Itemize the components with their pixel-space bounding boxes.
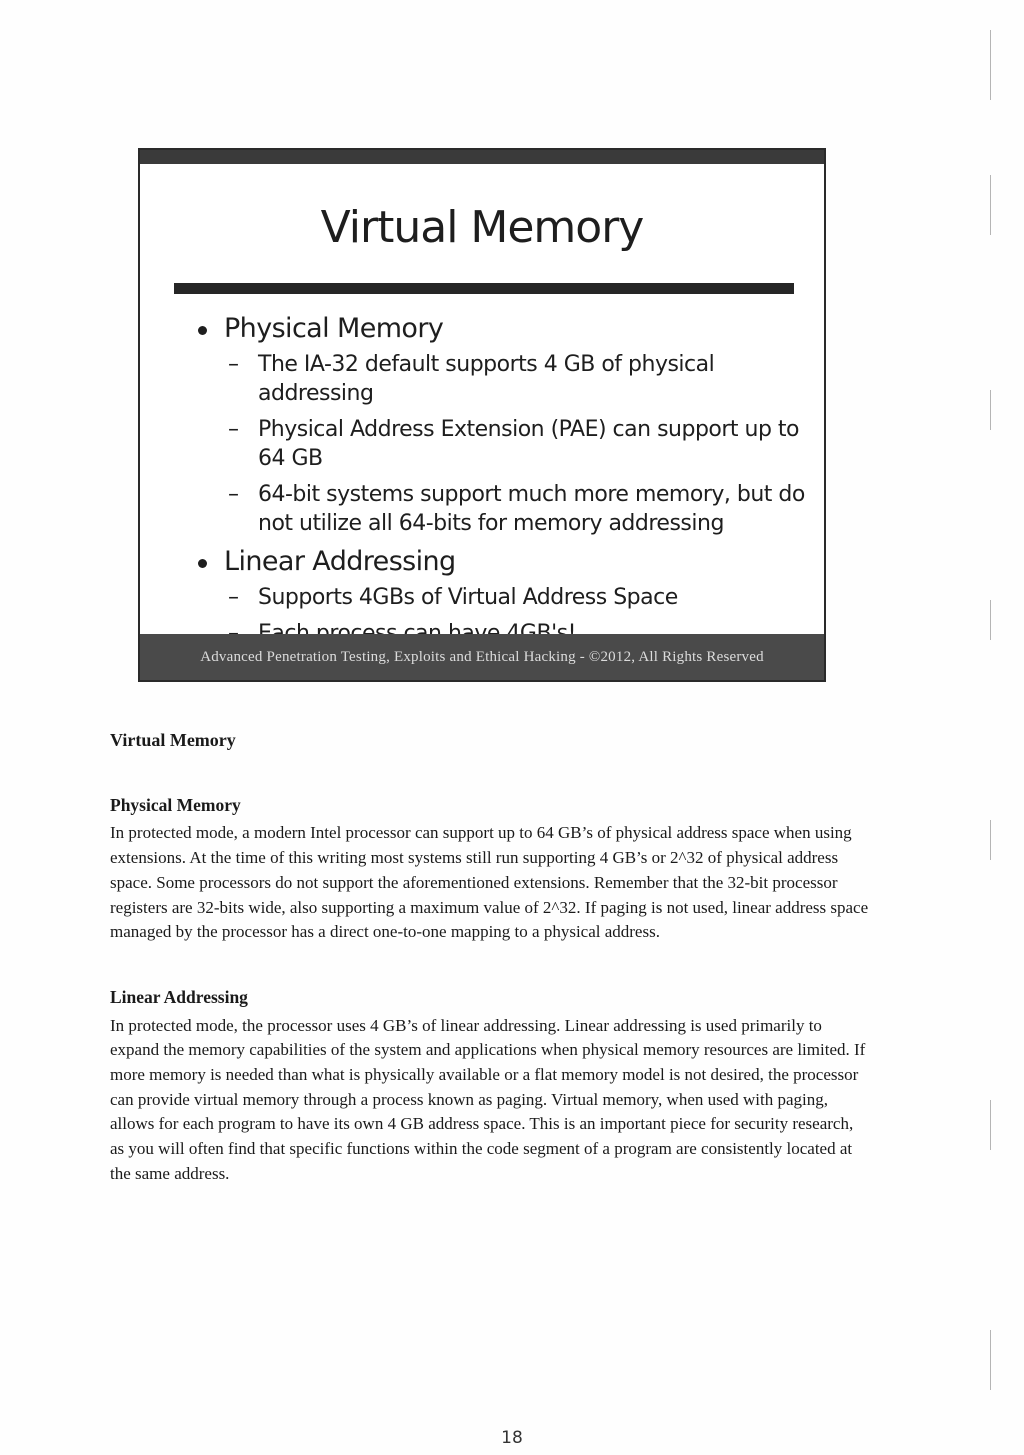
notes-title: Virtual Memory xyxy=(110,730,236,750)
slide-top-bar xyxy=(140,150,824,164)
notes-section xyxy=(110,728,870,1227)
slide-sub-bullet xyxy=(188,415,808,473)
slide-footer: Advanced Penetration Testing, Exploits and Ethical Hacking - ©2012, All Rights Reserved xyxy=(140,634,824,680)
section-heading-linear-addressing: Linear Addressing xyxy=(110,986,248,1007)
section-body-physical-memory: In protected mode, a modern Intel processor can support up to 64 GB’s of physical address space when using extensions. At the time of this writing most systems still run supporting 4 GB’s or 2^32 of physical address space. Some processors do not support the aforementioned extensions. Remember that the 32-bit processor registers are 32-bits wide, also supporting a maximum value of 2^32. If paging is not used, linear address space managed by the processor has a direct one-to-one mapping to a physical address. xyxy=(110,823,869,942)
slide-bullet-linear-addressing xyxy=(188,545,808,579)
binding-edge-mark xyxy=(990,390,991,430)
slide-body xyxy=(188,312,808,655)
dash-icon: – xyxy=(228,585,239,610)
binding-edge-mark xyxy=(990,1330,991,1390)
sub-bullet-text: The IA-32 default supports 4 GB of physical addressing xyxy=(258,352,715,406)
bullet-dot-icon xyxy=(198,326,207,335)
sub-bullet-text: 64-bit systems support much more memory, but do not utilize all 64-bits for memory addressing xyxy=(258,482,805,536)
binding-edge-mark xyxy=(990,600,991,640)
binding-edge-mark xyxy=(990,30,991,100)
slide-bullet-physical-memory xyxy=(188,312,808,346)
binding-edge-mark xyxy=(990,820,991,860)
sub-bullet-text: Supports 4GBs of Virtual Address Space xyxy=(258,585,678,610)
sub-bullet-text: Physical Address Extension (PAE) can support up to 64 GB xyxy=(258,417,800,471)
section-heading-physical-memory: Physical Memory xyxy=(110,794,241,815)
slide-title: Virtual Memory xyxy=(320,202,644,253)
binding-edge-mark xyxy=(990,1100,991,1150)
slide-sub-bullet xyxy=(188,583,808,612)
bullet-label: Linear Addressing xyxy=(224,546,456,577)
dash-icon: – xyxy=(228,417,239,442)
bullet-dot-icon xyxy=(198,559,207,568)
section-body-linear-addressing: In protected mode, the processor uses 4 GB’s of linear addressing. Linear addressing is used primarily to expand the memory capabilities of the system and applications when physical memory resources are limited. If more memory is needed than what is physically available or a flat memory model is not desired, the processor can provide virtual memory through a process known as paging. Virtual memory, when used with paging, allows for each program to have its own 4 GB address space. This is an important piece for security research, as you will often find that specific functions within the code segment of a program are consistently located at the same address. xyxy=(110,1015,866,1183)
binding-edge-mark xyxy=(990,175,991,235)
slide-title-rule xyxy=(174,283,794,294)
page-number: 18 xyxy=(501,1428,523,1448)
bullet-label: Physical Memory xyxy=(224,313,444,344)
slide-sub-bullet xyxy=(188,350,808,408)
dash-icon: – xyxy=(228,352,239,377)
dash-icon: – xyxy=(228,482,239,507)
slide-sub-bullet xyxy=(188,480,808,538)
slide xyxy=(138,148,826,682)
